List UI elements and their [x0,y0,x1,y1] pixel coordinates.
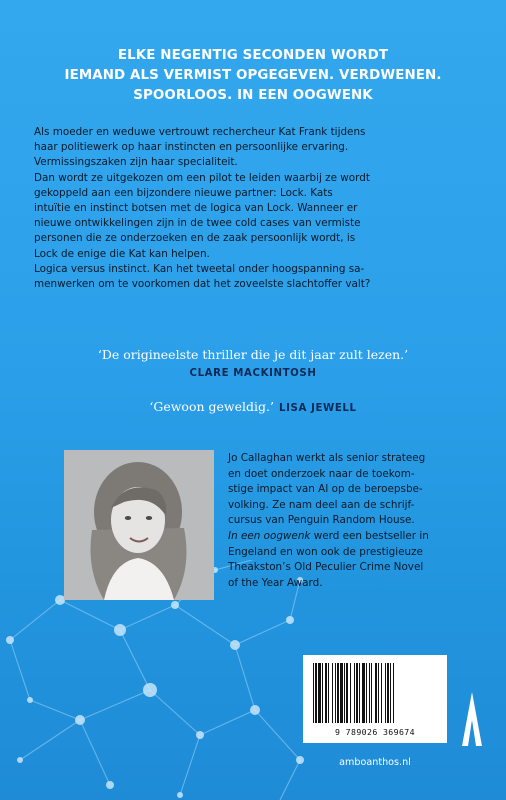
review-quote-1 [20,346,486,383]
bio-line: cursus van Penguin Random House. [228,514,415,527]
bio-line: Theakston’s Old Peculier Crime Novel [228,561,424,574]
quote-author: LISA JEWELL [279,403,357,414]
blurb-line: personen die ze onderzoeken en de zaak persoonlijk wordt, is [34,232,356,245]
quote-text: ‘Gewoon geweldig.’ [149,399,274,414]
bio-line: volking. Ze nam deel aan de schrijf- [228,498,415,511]
quote-text: ‘De origineelste thriller die je dit jaar zult lezen.’ [97,347,409,362]
blurb-line: Lock de enige die Kat kan helpen. [34,247,210,260]
barcode-bars [303,655,447,727]
bio-line: Jo Callaghan werkt als senior strateeg [228,452,426,464]
bio-line: en doet onderzoek naar de toekom- [228,467,415,480]
bio-line: Engeland en won ook de prestigieuze [228,545,423,558]
headline-line-3: SPOORLOOS. IN EEN OOGWENK [133,88,373,103]
isbn-digits: 9 789026 369674 [335,727,415,737]
publisher-logo [460,690,484,748]
blurb-line: nieuwe ontwikkelingen zijn in de twee cold cases van vermiste [34,217,361,230]
author-photo [64,450,214,600]
blurb-line: Als moeder en weduwe vertrouwt rechercheur Kat Frank tijdens [34,126,366,138]
author-portrait-image [64,450,214,600]
quote-author: CLARE MACKINTOSH [189,368,317,379]
publisher-website: amboanthos.nl [339,757,411,768]
bio-line-rest: werd een bestseller in [310,529,429,542]
headline [20,46,486,106]
headline-line-2: IEMAND ALS VERMIST OPGEGEVEN. VERDWENEN. [64,68,442,83]
bio-line [228,529,478,545]
blurb-line: intuïtie en instinct botsen met de logica van Lock. Wanneer er [34,202,358,215]
bio-line: stige impact van AI op de beroepsbe- [228,483,423,496]
blurb [34,125,474,292]
blurb-line: menwerken om te voorkomen dat het zoveelste slachtoffer valt? [34,278,371,291]
headline-line-1: ELKE NEGENTIG SECONDEN WORDT [117,48,389,63]
blurb-line: Vermissingszaken zijn haar specialiteit. [34,156,238,169]
blurb-line: Dan wordt ze uitgekozen om een pilot te leiden waarbij ze wordt [34,171,370,184]
review-quote-2 [20,396,486,419]
bio-line: of the Year Award. [228,576,323,589]
blurb-line: Logica versus instinct. Kan het tweetal onder hoogspanning sa- [34,262,365,275]
blurb-line: haar politiewerk op haar instincten en persoonlijke ervaring. [34,141,349,154]
blurb-line: gekoppeld aan een bijzondere nieuwe partner: Lock. Kats [34,186,333,199]
author-bio [228,451,478,591]
book-title: In een oogwenk [228,529,311,542]
isbn-barcode [303,655,447,743]
